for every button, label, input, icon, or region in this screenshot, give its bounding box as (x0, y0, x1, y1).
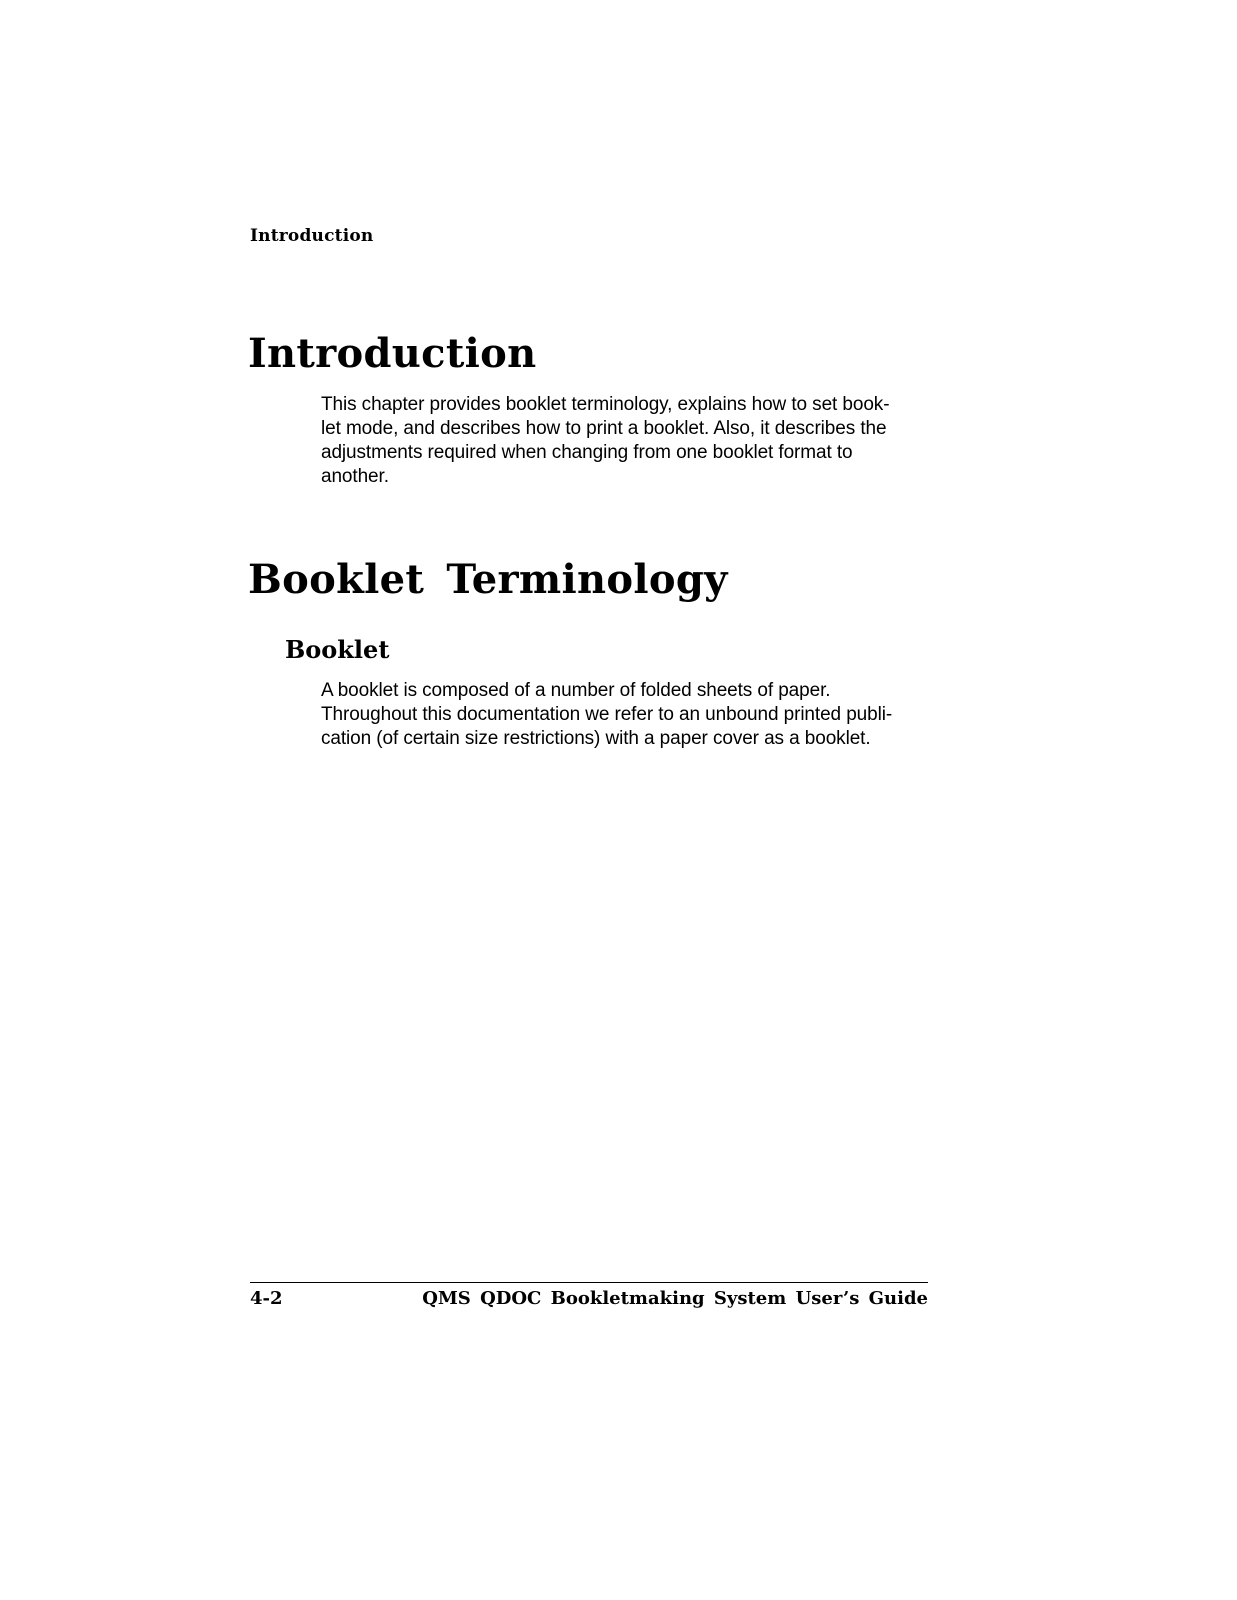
paragraph-line: This chapter provides booklet terminology, explains how to set book- (321, 394, 890, 415)
paragraph-line: Throughout this documentation we refer to an unbound printed publi- (321, 704, 893, 725)
paragraph-line: adjustments required when changing from one booklet format to (321, 442, 853, 463)
paragraph-line: cation (of certain size restrictions) with a paper cover as a booklet. (321, 728, 871, 749)
paragraph-line: let mode, and describes how to print a booklet. Also, it describes the (321, 418, 887, 439)
paragraph-line: A booklet is composed of a number of folded sheets of paper. (321, 680, 831, 701)
booklet-definition-paragraph (321, 679, 931, 751)
footer-page-number: 4-2 (250, 1288, 283, 1309)
introduction-paragraph (321, 393, 931, 489)
section-heading-booklet-terminology: Booklet Terminology (248, 556, 728, 603)
footer-book-title: QMS QDOC Bookletmaking System User’s Guide (422, 1288, 928, 1309)
section-heading-introduction: Introduction (248, 330, 537, 377)
subheading-booklet: Booklet (285, 635, 390, 664)
footer-rule (250, 1282, 928, 1283)
running-head: Introduction (250, 226, 374, 246)
paragraph-line: another. (321, 466, 389, 487)
